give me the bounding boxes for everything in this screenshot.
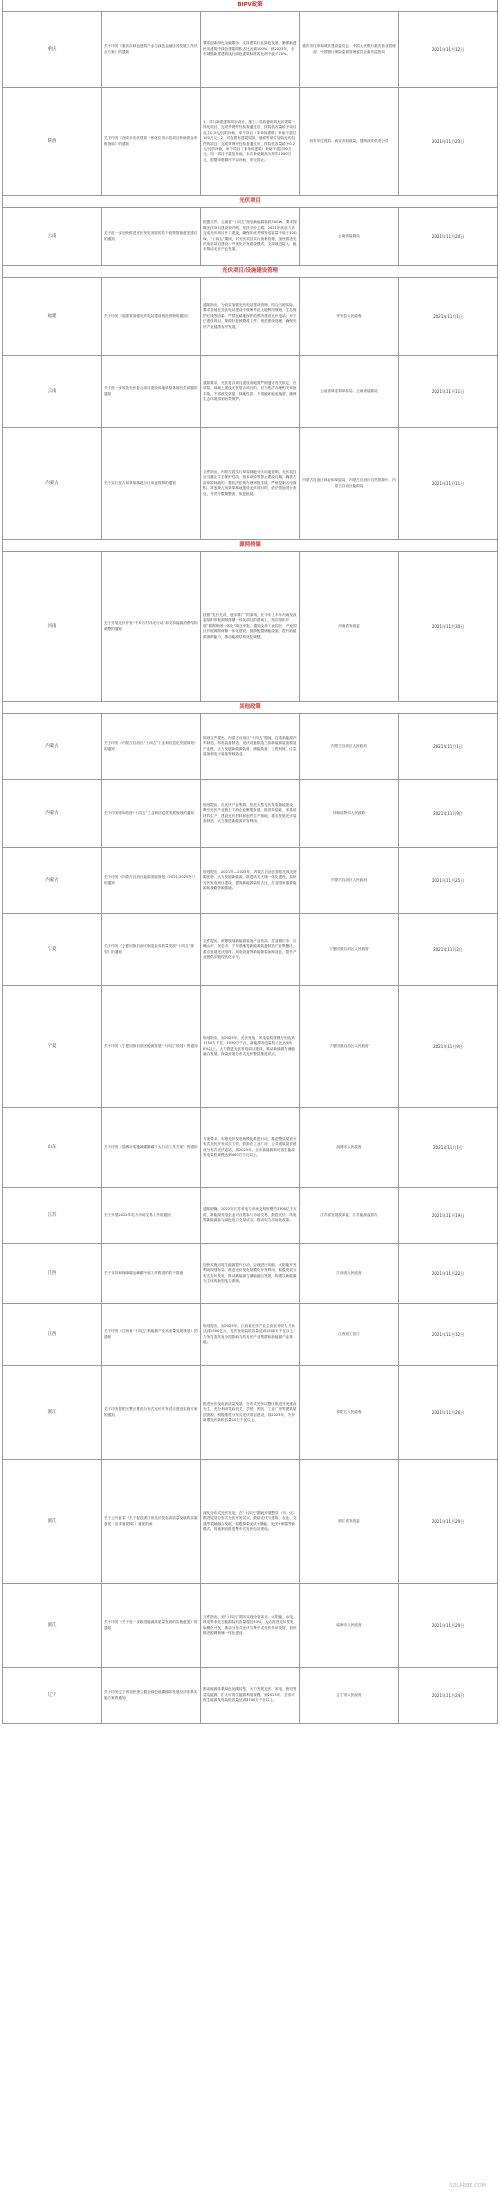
- section-title: 源网荷储: [3, 540, 498, 552]
- section-header-pv-facility: [3, 266, 498, 278]
- region-cell: 江苏: [3, 1188, 102, 1244]
- policy-row: [3, 848, 498, 914]
- content-cell: 通知要求，光伏复合项目建设用地需严格遵守有关规定，在草原、林地上建设光伏复合项目的，应当依法办理相关审批手续，不得改变草原、林地性质，不得破坏地表植被，确保生态环境得到有效保护。: [201, 356, 300, 428]
- dept-cell: 淄博市人民政府: [300, 1108, 399, 1188]
- content-cell: 方案要求，实施光伏发电规模化推进行动，推进整县屋顶分布式光伏开发试点工作，鼓励在工业厂房、公共建筑屋顶建设分布式光伏电站。到2025年，全市新能源和可再生能源发电装机规模达到400万千瓦以上。: [201, 1108, 300, 1188]
- section-header-other: [3, 702, 498, 714]
- content-cell: 文件提出，统筹规划新能源装备产业布局，打造银川市、石嘴山市、吴忠市、宁东基地等新能源装备制造产业集聚区，重点发展光伏组件、风电设备等新能源装备制造业，提升产业链供应链现代化水平。: [201, 914, 300, 986]
- region-cell: 江西: [3, 1244, 102, 1304]
- title-cell[interactable]: 关于开展光伏开发“千乡万村沐光行动”和支持能源消费结构调整的通知: [102, 552, 201, 702]
- title-cell[interactable]: 关于进一步加快推进光伏发电发展的若干政策措施意见建议的通知: [102, 208, 201, 266]
- date-cell: 2021年11月29日: [399, 1460, 498, 1584]
- policy-table: [2, 0, 498, 1724]
- date-cell: 2021年11月12日: [399, 12, 498, 88]
- region-cell: 山东: [3, 1108, 102, 1188]
- date-cell: 2021年11月9日: [399, 986, 498, 1108]
- region-cell: 浙江: [3, 1584, 102, 1668]
- date-cell: 2021年11月29日: [399, 1584, 498, 1668]
- dept-cell: 江西省工信厅: [300, 1304, 399, 1366]
- title-cell[interactable]: 关于实行在占用草原林地分区用途管制的通知: [102, 428, 201, 540]
- content-cell: 规划指出，到2025年，光伏发电、风电装机规模分别达到1750万千瓦、1550万千瓦，新能源发电装机占比达到50%以上。大力推进光伏发电项目建设，推动新能源与储能融合发展，探索开展分布式光伏整县推进试点。: [201, 986, 300, 1108]
- policy-row: [3, 714, 498, 780]
- policy-row: [3, 986, 498, 1108]
- dept-cell: 河南省发改委: [300, 552, 399, 702]
- date-cell: 2021年11月12日: [399, 1304, 498, 1366]
- site-watermark: SOLARBE.COM: [449, 2183, 486, 2189]
- policy-row: [3, 428, 498, 540]
- date-cell: 2021年11月11日: [399, 428, 498, 540]
- date-cell: 2021年11月22日: [399, 1244, 498, 1304]
- section-header-pv-project: [3, 196, 498, 208]
- title-cell[interactable]: 关于印发《宁夏回族自治区能源发展“十四五”规划》的通知: [102, 986, 201, 1108]
- title-cell[interactable]: 关于印发《淄博市实施减碳降碳十大行动工作方案》的通知: [102, 1108, 201, 1188]
- dept-cell: 宁夏回族自治区人民政府: [300, 914, 399, 986]
- date-cell: 2021年11月1日: [399, 714, 498, 780]
- title-cell[interactable]: 关于印发《内蒙古自治区“十四五”工业和信息化发展规划》的通知: [102, 714, 201, 780]
- date-cell: 2021年11月2日: [399, 914, 498, 986]
- title-cell[interactable]: 关于印发普陀区整区推进分布式光伏开发试点建设实施方案的通知: [102, 1366, 201, 1460]
- content-cell: 深化分布式光伏发电，在“十四五”期间开展整县（市、区）推进屋顶分布式光伏开发试点，鼓励光伏与建筑、农业、交通等领域融合发展，积极探索光伏+储能、光伏+制氢等新模式，因地制宜推进集中式光伏电站建设。: [201, 1460, 300, 1584]
- policy-row: [3, 12, 498, 88]
- date-cell: 2021年11月25日: [399, 848, 498, 914]
- date-cell: 2021年11月24日: [399, 208, 498, 266]
- policy-row: [3, 780, 498, 848]
- section-title: 其他政策: [3, 702, 498, 714]
- section-title: BIPV政策: [3, 0, 498, 12]
- title-cell[interactable]: 关于开展2022年电力市场交易工作的通知: [102, 1188, 201, 1244]
- policy-row: [3, 88, 498, 196]
- content-cell: 规划提出，2021年—2025年，内蒙古自治区将依托风光资源优势，大力发展新能源，推进风光火储一体化建设，加快光伏发电项目建设，提高新能源装机占比，打造国家重要能源和战略资源基地。: [201, 848, 300, 914]
- policy-row: [3, 208, 498, 266]
- dept-cell: 云南省林业和草原局、云南省能源局: [300, 356, 399, 428]
- policy-row: [3, 1366, 498, 1460]
- policy-row: [3, 1460, 498, 1584]
- content-cell: 加快实施可再生能源替代行动，合理进行风能、太阳能开发利用规划布局，推进光伏发电规模化开发利用，积极发展分布式光伏发电，推动新能源与储能融合发展，构建以新能源为主体的新型电力系统。: [201, 1244, 300, 1304]
- date-cell: 2021年11月26日: [399, 1366, 498, 1460]
- title-cell[interactable]: 关于印发《关于进一步推进能源高质量发展的实施意见》的通知: [102, 1584, 201, 1668]
- content-cell: 规划提出，到2025年，江西省光伏产业主营业务收入力争达到2500亿元，光伏发电装机容量达到1500万千瓦以上，力争打造具有全国影响力的光伏产业集群和新能源产业基地。: [201, 1304, 300, 1366]
- region-cell: 辽宁: [3, 1668, 102, 1724]
- policy-table-body: [3, 0, 498, 1724]
- region-cell: 陕西: [3, 88, 102, 196]
- region-cell: 浙江: [3, 1460, 102, 1584]
- dept-cell: 华安县人民政府: [300, 278, 399, 356]
- date-cell: 2021年11月9日: [399, 780, 498, 848]
- region-cell: 内蒙古: [3, 848, 102, 914]
- section-title: 光伏项目/设施建设管理: [3, 266, 498, 278]
- content-cell: 规划文件提出，内蒙古自治区“十四五”期间，打造新能源汽车制造、风电装备制造、光伏设备制造三条新能源装备制造产业链，大力发展新能源装备、储能装备、工程机械、应急装备和电子装备等制造业。: [201, 714, 300, 780]
- dept-cell: 呼和浩特市人民政府: [300, 780, 399, 848]
- content-cell: 文件指出，内蒙古将实行草原林地分区用途管制。光伏项目应当避让生态保护红线、基本草原等禁止建设区域，确需占用草原林地的，要依法依规办理审批手续，严格控制占用面积。对违规占用草原林地建设光伏项目的，依法依规进行查处，并责令限期整改、恢复植被。: [201, 428, 300, 540]
- policy-row: [3, 1584, 498, 1668]
- region-cell: 云南: [3, 356, 102, 428]
- policy-row: [3, 1244, 498, 1304]
- date-cell: 2021年11月24日: [399, 1668, 498, 1724]
- dept-cell: 内蒙古自治区人民政府: [300, 714, 399, 780]
- dept-cell: 辽宁省人民政府: [300, 1668, 399, 1724]
- section-title: 光伏项目: [3, 196, 498, 208]
- region-cell: 江西: [3, 1304, 102, 1366]
- region-cell: 内蒙古: [3, 428, 102, 540]
- region-cell: 福建: [3, 278, 102, 356]
- policy-row: [3, 1108, 498, 1188]
- content-cell: 要求创新绿色金融服务，支持建筑行业绿色发展，确保新建民用建筑中绿色建筑面积占比达到100%，到2025年，全市城镇新建建筑执行绿色建筑标准的比例不低于70%。: [201, 12, 300, 88]
- dept-cell: 重庆市住房和城乡建设委员会、中国人民银行重庆营业管理部、中国银行保险监督管理委员会重庆监管局: [300, 12, 399, 88]
- content-cell: 规划提出，在光伏产业集群，依托大型光伏发电基地建设，吸引光伏产业链上下游企业聚集发展，推进单晶硅、多晶硅材料生产，建设光伏材料和组件生产基地，重点发展光伏装备制造、大力推进新能源开发利用。: [201, 780, 300, 848]
- region-cell: 云南: [3, 208, 102, 266]
- region-cell: 内蒙古: [3, 714, 102, 780]
- dept-cell: 内蒙古自治区林业和草原局、内蒙古自治区自然资源厅、内蒙古自治区能源局: [300, 428, 399, 540]
- title-cell[interactable]: 关于印发呼和浩特“十四五”工业和信息化发展规划的通知: [102, 780, 201, 848]
- policy-row: [3, 552, 498, 702]
- dept-cell: 宁夏回族自治区人民政府: [300, 986, 399, 1108]
- date-cell: 2021年11月1日: [399, 1108, 498, 1188]
- dept-cell: 西安市住建局、西安市财政局、国网西安供电公司: [300, 88, 399, 196]
- section-header-bipv: [3, 0, 498, 12]
- dept-cell: 普陀区人民政府: [300, 1366, 399, 1460]
- region-cell: 重庆: [3, 12, 102, 88]
- policy-row: [3, 914, 498, 986]
- content-cell: 推动能源体系绿色低碳转型，大力发展光伏、风电、核电等清洁能源，扩大可再生能源利用规模，到2025年，全省可再生能源发电装机容量达到3700万千瓦以上。: [201, 1668, 300, 1724]
- content-cell: 通知指出，为切实加强光伏电站建设管理，结合当地实际，要求各地在光伏电站建设中统筹考虑土地利用规划、生态保护红线等因素，严禁在耕地保护范围内建设光伏电站。对于已建设项目，要做好复核整改工作，规范建设管理，确保光伏产业健康有序发展。: [201, 278, 300, 356]
- title-cell[interactable]: 关于支持和保障碳达峰碳中和工作推进的若干措施: [102, 1244, 201, 1304]
- content-cell: 文件指出，到“十四五”期末实现全省风光、太阳能、水电、核电等非化石能源装机容量超过50%，大力推进光伏发电规模化开发，推动分布式光伏与集中式光伏并举发展，加快推进源网荷储一体化建设。: [201, 1584, 300, 1668]
- title-cell[interactable]: 关于印发《内蒙古自治区能源发展规划（2021-2025年）》的通知: [102, 848, 201, 914]
- title-cell[interactable]: 关于印发《西安市光伏建筑一体化应用示范项目补助资金申报指南》的通知: [102, 88, 201, 196]
- content-cell: 推进光伏发电高质量发展，分布式光伏以整区推进开发建设为主，充分利用党政机关、学校、医院、工业厂房等建筑屋顶资源，积极推进分布式光伏项目建设，到2023年，力争新增光伏装机容量10万千瓦以上。: [201, 1366, 300, 1460]
- title-cell[interactable]: 关于印发《宁夏回族自治区制造业高质量发展“十四五”规划》的通知: [102, 914, 201, 986]
- dept-cell: 云南省能源局: [300, 208, 399, 266]
- dept-cell: 临海市人民政府: [300, 1584, 399, 1668]
- region-cell: 宁夏: [3, 914, 102, 986]
- dept-cell: 江苏省发展改革委、江苏能源监管办: [300, 1188, 399, 1244]
- title-cell[interactable]: 关于印发辽宁省加快建立健全绿色低碳循环发展经济体系实施方案的通知: [102, 1668, 201, 1724]
- policy-row: [3, 1304, 498, 1366]
- content-cell: 根据文件，云南省“十四五”规划新能源装机50GW，要求保障光伏项目建设和并网，坚持平价上网，2021年底前力争完成光伏项目开工建设，确保年底并网发电容量不低于10GW。“十四五”期间，对光伏项目实行备案管理，加快推进光伏电站项目建设，并优化开发建设模式，支持就近接入，稳步推动光伏产业发展。: [201, 208, 300, 266]
- content-cell: 1、对与新建建筑同步设计、施工、验收使用的光伏建筑一体化项目，完成并网并经检查通过后，按装机容量给予项目业主0.3元/瓦的补助，单个项目（非单体建筑）补助不超过100万元；2、对在既有建筑屋顶、墙面等部位加装光伏组件的项目，完成并网并经检查通过后，按装机容量给予0.2元/瓦的补助，单个项目（非单体建筑）补助不超过50万元；同一项目不重复补助。本次补助最高为每年1000万元，根据申报顺序不以补助，申完即止。: [201, 88, 300, 196]
- dept-cell: 江西省人民政府: [300, 1244, 399, 1304]
- policy-row: [3, 356, 498, 428]
- date-cell: 2021年11月30日: [399, 552, 498, 702]
- region-cell: 宁夏: [3, 986, 102, 1108]
- title-cell[interactable]: 关于公开征求《关于促进浙江省光伏发电高质量发展的实施意见（征求意见稿）》意见的函: [102, 1460, 201, 1584]
- title-cell[interactable]: 关于印发《重庆市绿色建筑产业与绿色金融协同发展工作试点方案》的通知: [102, 12, 201, 88]
- content-cell: 按照“先行先试、逐步推广”的原则，在今年上半年河南发改委组织申报源网荷储一体化项目的基础上，再次组织开展“源网荷储一体化”项目申报。通知支持工业园区、产业园区开展源网荷储一体化建设，鼓励配置储能设施，提升新能源消纳能力，推动能源结构优化调整。: [201, 552, 300, 702]
- section-header-source-grid: [3, 540, 498, 552]
- policy-row: [3, 278, 498, 356]
- dept-cell: 浙江省发改委: [300, 1460, 399, 1584]
- title-cell[interactable]: 关于印发《江西省“十四五”新能源产业高质量发展规划》的通知: [102, 1304, 201, 1366]
- title-cell[interactable]: 关于印发《福建省加强光伏电站建设规范管理的通知》: [102, 278, 201, 356]
- policy-row: [3, 1188, 498, 1244]
- date-cell: 2021年11月19日: [399, 1188, 498, 1244]
- region-cell: 河南: [3, 552, 102, 702]
- content-cell: 通知明确，2022年江苏省电力市场交易规模约3300亿千瓦时，新能源发电企业可自愿参与市场交易，鼓励光伏、风电等新能源参与绿色电力交易试点，推动电力市场化改革。: [201, 1188, 300, 1244]
- date-cell: 2021年11月23日: [399, 88, 498, 196]
- date-cell: 2021年11月11日: [399, 356, 498, 428]
- region-cell: 内蒙古: [3, 780, 102, 848]
- date-cell: 2021年11月1日: [399, 278, 498, 356]
- dept-cell: 内蒙古自治区人民政府: [300, 848, 399, 914]
- region-cell: 浙江: [3, 1366, 102, 1460]
- title-cell[interactable]: 关于进一步规范光伏复合项目建设用地草原林地有关问题的通知: [102, 356, 201, 428]
- policy-row: [3, 1668, 498, 1724]
